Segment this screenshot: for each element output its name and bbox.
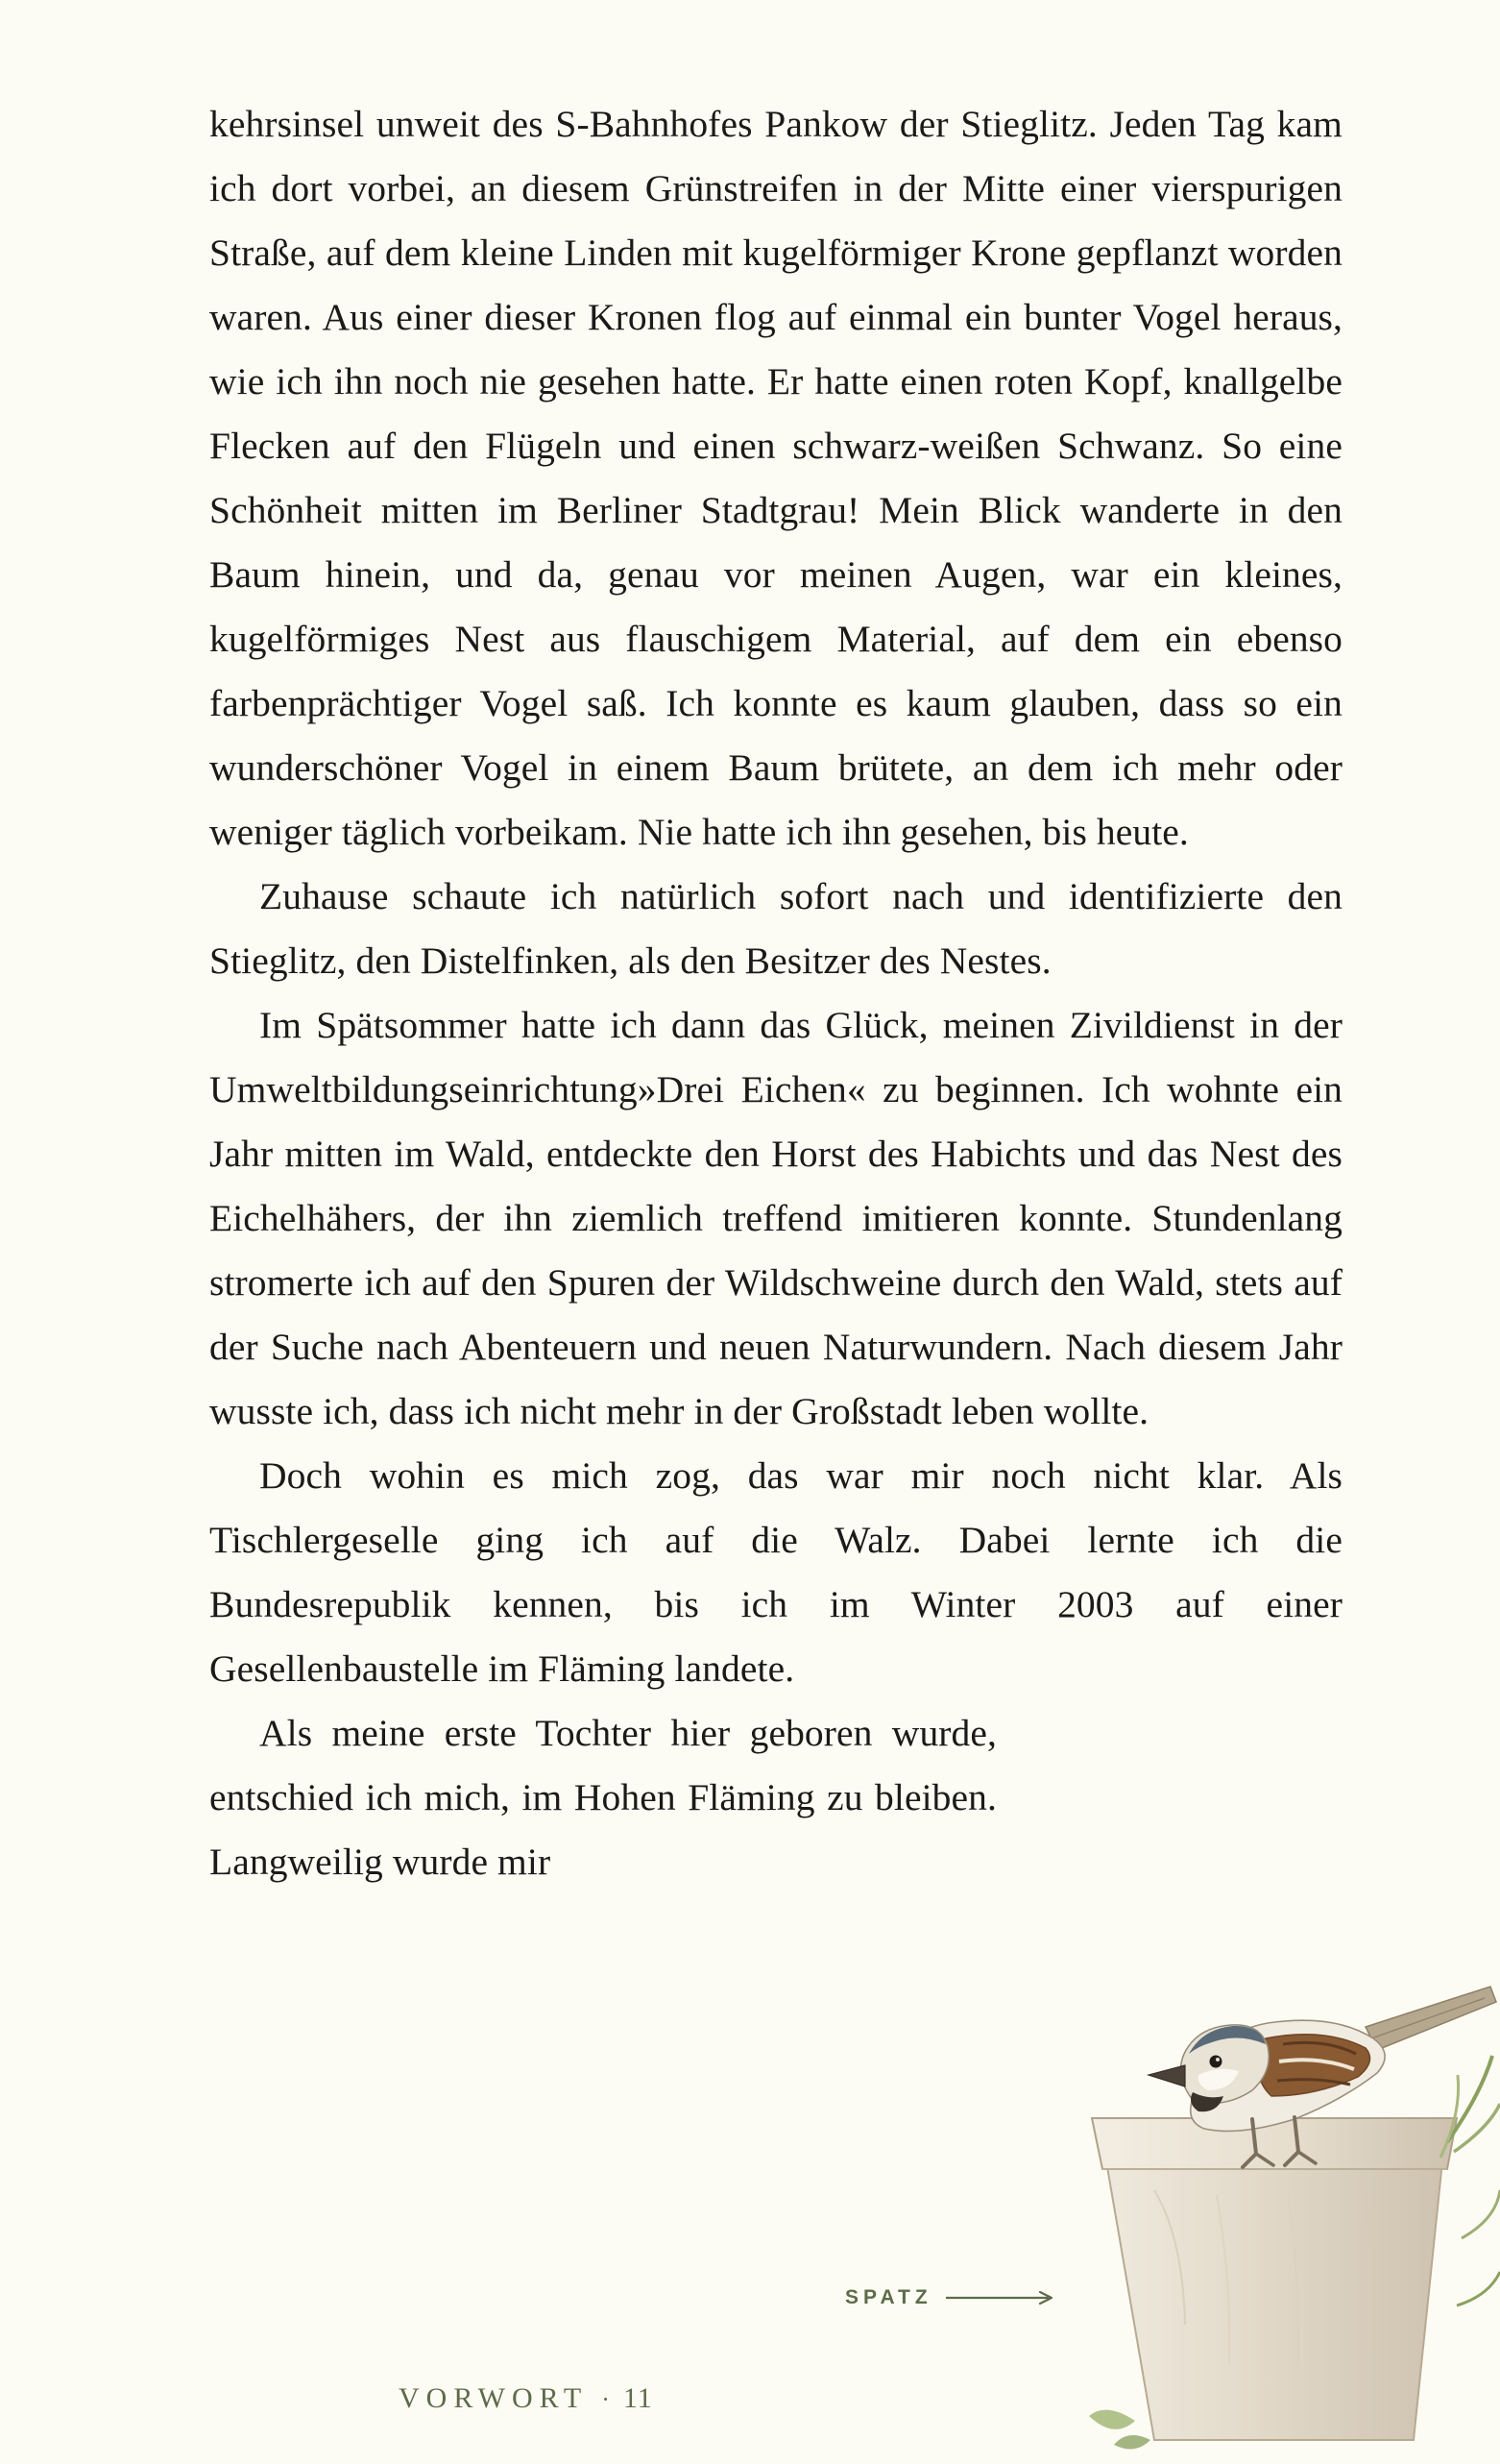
page-footer (399, 2382, 653, 2415)
paragraph: kehrsinsel unweit des S-Bahnhofes Pankow der Stieglitz. Jeden Tag kam ich dort vorbei, an diesem Grünstreifen in der Mitte einer vierspurigen Straße, auf dem kleine Linden mit kugelförmiger Krone gepflanzt worden waren. Aus einer dieser Kronen flog auf einmal ein bunter Vogel heraus, wie ich ihn noch nie gesehen hatte. Er hatte einen roten Kopf, knallgelbe Flecken auf den Flügeln und einen schwarz-weißen Schwanz. So eine Schönheit mitten im Berliner Stadtgrau! Mein Blick wanderte in den Baum hinein, und da, genau vor meinen Augen, war ein kleines, kugelförmiges Nest aus flauschigem Material, auf dem ein ebenso farbenprächtiger Vogel saß. Ich konnte es kaum glauben, dass so ein wunderschöner Vogel in einem Baum brütete, an dem ich mehr oder weniger täglich vorbeikam. Nie hatte ich ihn gesehen, bis heute. (209, 103, 1343, 853)
paragraph: Zuhause schaute ich natürlich sofort nach und identifizierte den Stieglitz, den Distelfinken, als den Besitzer des Nestes. (209, 875, 1343, 982)
paragraph: Im Spätsommer hatte ich dann das Glück, meinen Zivildienst in der Umweltbildungseinrichtung»Drei Eichen« zu beginnen. Ich wohnte ein Jahr mitten im Wald, entdeckte den Horst des Habichts und das Nest des Eichelhähers, der ihn ziemlich treffend imitieren konnte. Stundenlang stromerte ich auf den Spuren der Wildschweine durch den Wald, stets auf der Suche nach Abenteuern und neuen Naturwundern. Nach diesem Jahr wusste ich, dass ich nicht mehr in der Großstadt leben wollte. (209, 1004, 1343, 1432)
paragraph: Als meine erste Tochter hier geboren wurde, entschied ich mich, im Hohen Fläming zu bleiben. Langweilig wurde mir (209, 1712, 997, 1883)
footer-separator: · (601, 2385, 610, 2413)
page-number: 11 (622, 2382, 653, 2414)
caption-arrow-icon (946, 2288, 1061, 2307)
footer-section-title: VORWORT (399, 2382, 589, 2414)
paragraph: Doch wohin es mich zog, das war mir noch nicht klar. Als Tischlergeselle ging ich auf die Walz. Dabei lernte ich die Bundesrepublik kennen, bis ich im Winter 2003 auf einer Gesellenbaustelle im Fläming landete. (209, 1454, 1343, 1690)
figure-caption (845, 2286, 1061, 2309)
sparrow-on-flowerpot-illustration (962, 1921, 1500, 2459)
figure-caption-label: SPATZ (845, 2286, 932, 2308)
body-text-column (209, 92, 1343, 1894)
